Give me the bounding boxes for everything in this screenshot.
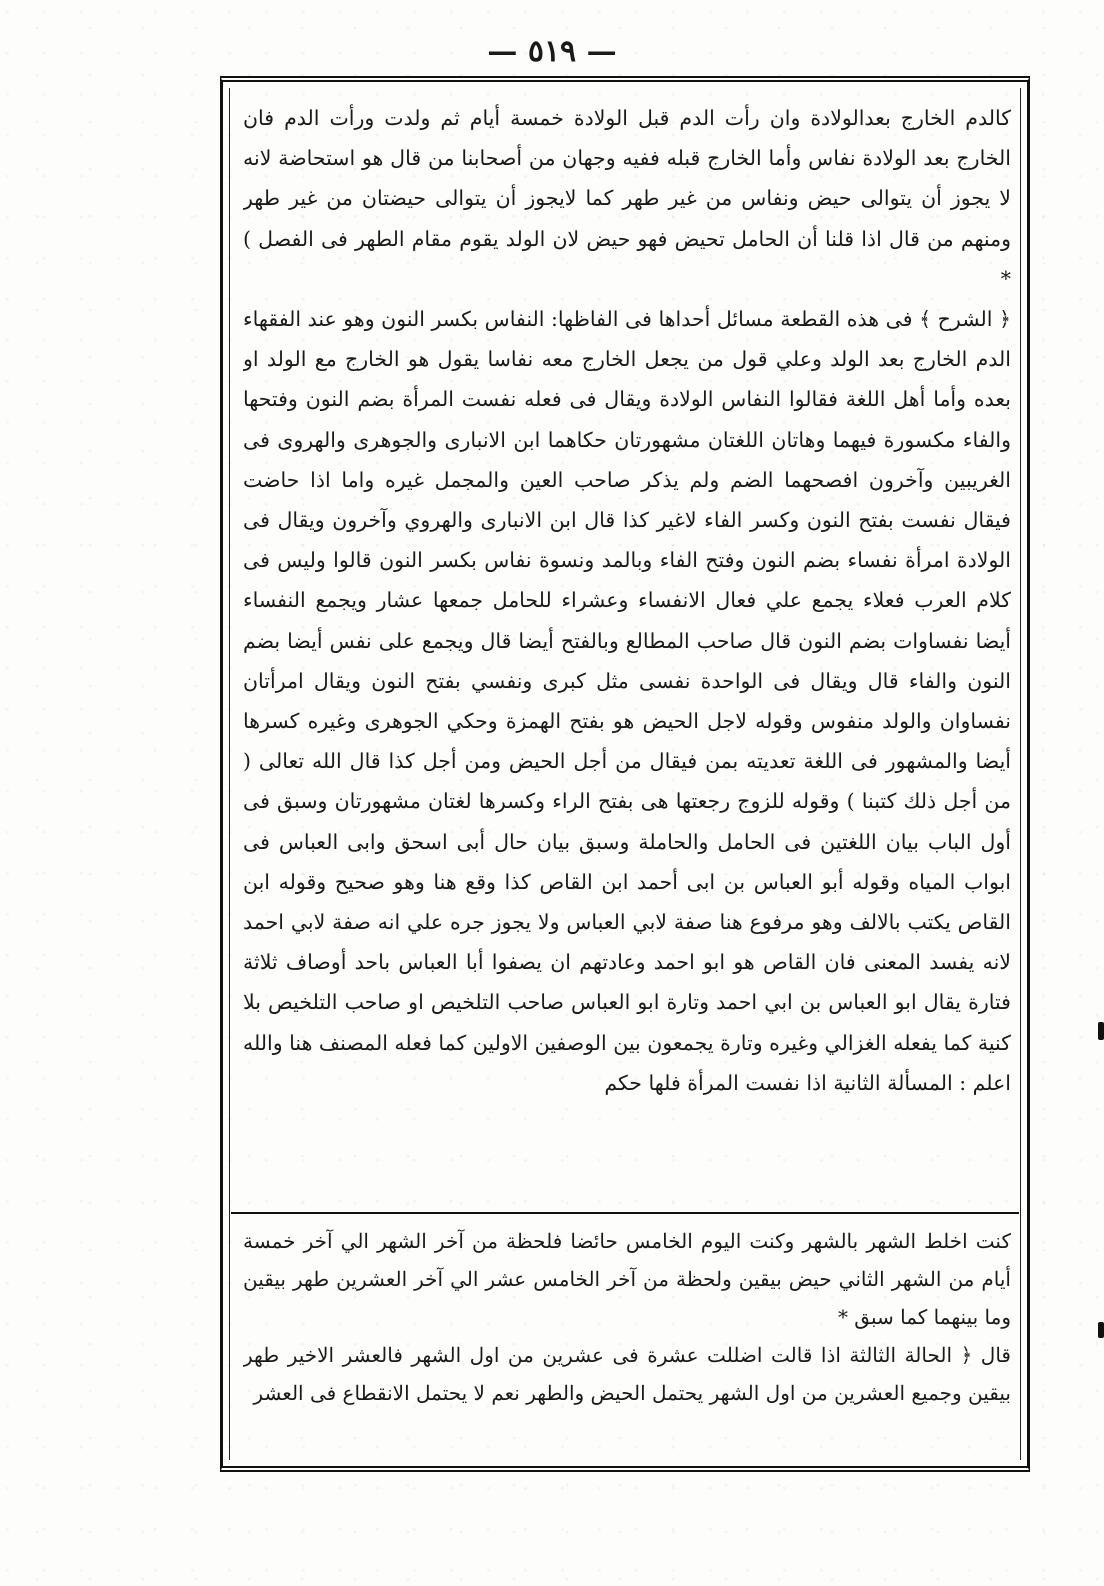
footnote-text-block xyxy=(243,1222,1011,1442)
scan-edge-mark xyxy=(1098,1022,1104,1040)
page-frame xyxy=(220,76,1030,1472)
footnote-paragraph-1: كنت اخلط الشهر بالشهر وكنت اليوم الخامس حائضا فلحظة من آخر الشهر الي آخر خمسة أيام من الشهر الثاني حيض بيقين ولحظة من آخر الخامس عشر الي آخر العشرين طهر بيقين وما بينهما كما سبق * xyxy=(243,1229,1011,1329)
footnote-divider xyxy=(231,1212,1019,1214)
main-paragraph-2: ﴿ الشرح ﴾ فى هذه القطعة مسائل أحداها فى الفاظها: النفاس بكسر النون وهو عند الفقهاء الدم الخارج بعد الولد وعلي قول من يجعل الخارج معه نفاسا يقول هو الخارج مع الولد او بعده وأما أهل اللغة فقالوا النفاس الولادة ويقال فى فعله نفست المرأة بضم النون وفتحها والفاء مكسورة فيهما وهاتان اللغتان مشهورتان حكاهما ابن الانبارى والجوهرى والهروى فى الغريبين وآخرون افصحهما الضم ولم يذكر صاحب العين والمجمل غيره واما اذا حاضت فيقال نفست بفتح النون وكسر الفاء لاغير كذا قال ابن الانبارى والهروي وآخرون ويقال فى الولادة امرأة نفساء بضم النون وفتح الفاء وبالمد ونسوة نفاس بكسر النون قالوا وليس فى كلام العرب فعلاء يجمع علي فعال الانفساء وعشراء للحامل جمعها عشار ويجمع النفساء أيضا نفساوات بضم النون قال صاحب المطالع وبالفتح أيضا قال ويجمع على نفس أيضا بضم النون والفاء قال ويقال فى الواحدة نفسى مثل كبرى ونفسي بفتح النون ويقال امرأتان نفساوان والولد منفوس وقوله لاجل الحيض هو بفتح الهمزة وحكي الجوهرى وغيره كسرها أيضا والمشهور فى اللغة تعديته بمن فيقال من أجل الحيض ومن أجل كذا قال الله تعالى ( من أجل ذلك كتبنا ) وقوله للزوج رجعتها هى بفتح الراء وكسرها لغتان مشهورتان وسبق فى أول الباب بيان اللغتين فى الحامل والحاملة وسبق بيان حال أبى اسحق وابى العباس فى ابواب المياه وقوله أبو العباس بن ابى أحمد ابن القاص كذا وقع هنا وهو صحيح وقوله ابن القاص يكتب بالالف وهو مرفوع هنا صفة لابي العباس ولا يجوز جره علي انه صفة لابي احمد لانه يفسد المعنى فان القاص هو ابو احمد وعادتهم ان يصفوا أبا العباس باحد أوصاف ثلاثة فتارة يقال ابو العباس بن ابي احمد وتارة ابو العباس صاحب التلخيص او صاحب التلخيص بلا كنية كما يفعله الغزالي وغيره وتارة يجمعون بين الوصفين الاولين كما فعله المصنف هنا والله اعلم : المسألة الثانية اذا نفست المرأة فلها حكم xyxy=(243,307,1011,1095)
main-paragraph-1: كالدم الخارج بعدالولادة وان رأت الدم قبل الولادة خمسة أيام ثم ولدت ورأت الدم فان الخارج بعد الولادة نفاس وأما الخارج قبله ففيه وجهان من أصحابنا من قال هو استحاضة لانه لا يجوز أن يتوالى حيض ونفاس من غير طهر كما لايجوز أن يتوالى حيضتان من غير طهر ومنهم من قال اذا قلنا أن الحامل تحيض فهو حيض لان الولد يقوم مقام الطهر فى الفصل ) * xyxy=(243,106,1011,291)
footnote-paragraph-2: قال ﴿ الحالة الثالثة اذا قالت اضللت عشرة فى عشرين من اول الشهر فالعشر الاخير طهر بيقين وجميع العشرين من اول الشهر يحتمل الحيض والطهر نعم لا يحتمل الانقطاع فى العشر xyxy=(243,1343,1011,1405)
page-number: — ٥١٩ — xyxy=(487,34,617,69)
main-text-block xyxy=(243,98,1011,1208)
scan-edge-mark xyxy=(1098,1322,1104,1338)
